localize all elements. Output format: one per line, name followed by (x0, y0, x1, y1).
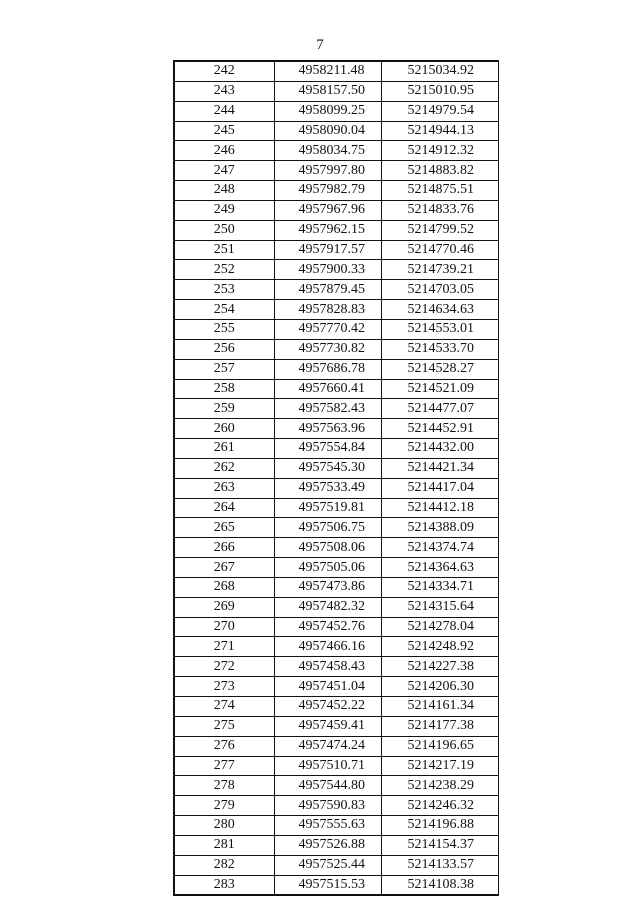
y-coordinate-cell: 5214315.64 (381, 597, 498, 617)
x-coordinate-cell: 4957506.75 (274, 518, 381, 538)
point-number-cell: 255 (174, 319, 274, 339)
table-row (174, 359, 498, 379)
x-coordinate-cell: 4957526.88 (274, 835, 381, 855)
x-coordinate-cell: 4957515.53 (274, 875, 381, 895)
point-number-cell: 254 (174, 300, 274, 320)
x-coordinate-cell: 4957555.63 (274, 816, 381, 836)
x-coordinate-cell: 4957545.30 (274, 458, 381, 478)
x-coordinate-cell: 4957452.76 (274, 617, 381, 637)
table-row (174, 200, 498, 220)
table-row (174, 597, 498, 617)
point-number-cell: 280 (174, 816, 274, 836)
y-coordinate-cell: 5215034.92 (381, 61, 498, 81)
x-coordinate-cell: 4957519.81 (274, 498, 381, 518)
table-row (174, 657, 498, 677)
x-coordinate-cell: 4957451.04 (274, 677, 381, 697)
point-number-cell: 272 (174, 657, 274, 677)
x-coordinate-cell: 4957474.24 (274, 736, 381, 756)
x-coordinate-cell: 4957770.42 (274, 319, 381, 339)
point-number-cell: 275 (174, 716, 274, 736)
point-number-cell: 274 (174, 697, 274, 717)
table-row (174, 319, 498, 339)
table-row (174, 697, 498, 717)
page-number: 7 (316, 37, 324, 53)
x-coordinate-cell: 4957525.44 (274, 855, 381, 875)
table-row (174, 439, 498, 459)
table-row (174, 498, 498, 518)
x-coordinate-cell: 4957686.78 (274, 359, 381, 379)
point-number-cell: 257 (174, 359, 274, 379)
y-coordinate-cell: 5214374.74 (381, 538, 498, 558)
table-row (174, 816, 498, 836)
y-coordinate-cell: 5214278.04 (381, 617, 498, 637)
table-row (174, 855, 498, 875)
point-number-cell: 267 (174, 558, 274, 578)
point-number-cell: 249 (174, 200, 274, 220)
y-coordinate-cell: 5214944.13 (381, 121, 498, 141)
x-coordinate-cell: 4957917.57 (274, 240, 381, 260)
y-coordinate-cell: 5214477.07 (381, 399, 498, 419)
x-coordinate-cell: 4957730.82 (274, 339, 381, 359)
y-coordinate-cell: 5214703.05 (381, 280, 498, 300)
table-row (174, 339, 498, 359)
x-coordinate-cell: 4957582.43 (274, 399, 381, 419)
table-row (174, 776, 498, 796)
table-row (174, 677, 498, 697)
point-number-cell: 266 (174, 538, 274, 558)
x-coordinate-cell: 4957459.41 (274, 716, 381, 736)
table-row (174, 141, 498, 161)
point-number-cell: 271 (174, 637, 274, 657)
x-coordinate-cell: 4957590.83 (274, 796, 381, 816)
y-coordinate-cell: 5214799.52 (381, 220, 498, 240)
y-coordinate-cell: 5214452.91 (381, 419, 498, 439)
table-row (174, 875, 498, 895)
y-coordinate-cell: 5215010.95 (381, 81, 498, 101)
table-row (174, 716, 498, 736)
y-coordinate-cell: 5214206.30 (381, 677, 498, 697)
y-coordinate-cell: 5214248.92 (381, 637, 498, 657)
point-number-cell: 265 (174, 518, 274, 538)
y-coordinate-cell: 5214227.38 (381, 657, 498, 677)
x-coordinate-cell: 4957505.06 (274, 558, 381, 578)
table-row (174, 419, 498, 439)
table-row (174, 617, 498, 637)
x-coordinate-cell: 4957879.45 (274, 280, 381, 300)
table-row (174, 478, 498, 498)
table-row (174, 458, 498, 478)
y-coordinate-cell: 5214334.71 (381, 577, 498, 597)
x-coordinate-cell: 4957482.32 (274, 597, 381, 617)
point-number-cell: 251 (174, 240, 274, 260)
point-number-cell: 263 (174, 478, 274, 498)
point-number-cell: 273 (174, 677, 274, 697)
y-coordinate-cell: 5214108.38 (381, 875, 498, 895)
y-coordinate-cell: 5214770.46 (381, 240, 498, 260)
table-row (174, 300, 498, 320)
point-number-cell: 261 (174, 439, 274, 459)
point-number-cell: 243 (174, 81, 274, 101)
table-row (174, 379, 498, 399)
table-row (174, 558, 498, 578)
coordinates-table-body (174, 61, 498, 895)
point-number-cell: 247 (174, 161, 274, 181)
table-row (174, 161, 498, 181)
x-coordinate-cell: 4957510.71 (274, 756, 381, 776)
table-row (174, 538, 498, 558)
point-number-cell: 250 (174, 220, 274, 240)
y-coordinate-cell: 5214833.76 (381, 200, 498, 220)
x-coordinate-cell: 4958157.50 (274, 81, 381, 101)
point-number-cell: 283 (174, 875, 274, 895)
y-coordinate-cell: 5214412.18 (381, 498, 498, 518)
x-coordinate-cell: 4957828.83 (274, 300, 381, 320)
table-row (174, 280, 498, 300)
y-coordinate-cell: 5214217.19 (381, 756, 498, 776)
point-number-cell: 258 (174, 379, 274, 399)
x-coordinate-cell: 4957967.96 (274, 200, 381, 220)
y-coordinate-cell: 5214883.82 (381, 161, 498, 181)
x-coordinate-cell: 4957982.79 (274, 181, 381, 201)
point-number-cell: 260 (174, 419, 274, 439)
y-coordinate-cell: 5214421.34 (381, 458, 498, 478)
y-coordinate-cell: 5214388.09 (381, 518, 498, 538)
table-row (174, 577, 498, 597)
y-coordinate-cell: 5214417.04 (381, 478, 498, 498)
point-number-cell: 245 (174, 121, 274, 141)
table-row (174, 240, 498, 260)
table-row (174, 61, 498, 81)
point-number-cell: 268 (174, 577, 274, 597)
x-coordinate-cell: 4957473.86 (274, 577, 381, 597)
point-number-cell: 256 (174, 339, 274, 359)
table-row (174, 121, 498, 141)
point-number-cell: 264 (174, 498, 274, 518)
x-coordinate-cell: 4957563.96 (274, 419, 381, 439)
table-row (174, 835, 498, 855)
point-number-cell: 269 (174, 597, 274, 617)
table-row (174, 518, 498, 538)
x-coordinate-cell: 4957508.06 (274, 538, 381, 558)
y-coordinate-cell: 5214875.51 (381, 181, 498, 201)
point-number-cell: 253 (174, 280, 274, 300)
table-row (174, 181, 498, 201)
y-coordinate-cell: 5214739.21 (381, 260, 498, 280)
table-row (174, 736, 498, 756)
x-coordinate-cell: 4957466.16 (274, 637, 381, 657)
y-coordinate-cell: 5214133.57 (381, 855, 498, 875)
table-row (174, 101, 498, 121)
y-coordinate-cell: 5214154.37 (381, 835, 498, 855)
x-coordinate-cell: 4957554.84 (274, 439, 381, 459)
table-row (174, 399, 498, 419)
point-number-cell: 259 (174, 399, 274, 419)
y-coordinate-cell: 5214979.54 (381, 101, 498, 121)
y-coordinate-cell: 5214553.01 (381, 319, 498, 339)
x-coordinate-cell: 4958034.75 (274, 141, 381, 161)
point-number-cell: 262 (174, 458, 274, 478)
x-coordinate-cell: 4958211.48 (274, 61, 381, 81)
point-number-cell: 281 (174, 835, 274, 855)
point-number-cell: 279 (174, 796, 274, 816)
point-number-cell: 282 (174, 855, 274, 875)
coordinates-table (173, 60, 499, 896)
table-row (174, 260, 498, 280)
point-number-cell: 276 (174, 736, 274, 756)
y-coordinate-cell: 5214528.27 (381, 359, 498, 379)
x-coordinate-cell: 4957962.15 (274, 220, 381, 240)
point-number-cell: 242 (174, 61, 274, 81)
x-coordinate-cell: 4957660.41 (274, 379, 381, 399)
x-coordinate-cell: 4957458.43 (274, 657, 381, 677)
point-number-cell: 244 (174, 101, 274, 121)
point-number-cell: 252 (174, 260, 274, 280)
x-coordinate-cell: 4957544.80 (274, 776, 381, 796)
point-number-cell: 278 (174, 776, 274, 796)
y-coordinate-cell: 5214196.88 (381, 816, 498, 836)
x-coordinate-cell: 4957900.33 (274, 260, 381, 280)
point-number-cell: 246 (174, 141, 274, 161)
table-row (174, 81, 498, 101)
y-coordinate-cell: 5214432.00 (381, 439, 498, 459)
point-number-cell: 277 (174, 756, 274, 776)
y-coordinate-cell: 5214238.29 (381, 776, 498, 796)
point-number-cell: 248 (174, 181, 274, 201)
y-coordinate-cell: 5214246.32 (381, 796, 498, 816)
x-coordinate-cell: 4958099.25 (274, 101, 381, 121)
y-coordinate-cell: 5214912.32 (381, 141, 498, 161)
table-row (174, 796, 498, 816)
y-coordinate-cell: 5214161.34 (381, 697, 498, 717)
x-coordinate-cell: 4957452.22 (274, 697, 381, 717)
x-coordinate-cell: 4957997.80 (274, 161, 381, 181)
y-coordinate-cell: 5214177.38 (381, 716, 498, 736)
table-row (174, 756, 498, 776)
y-coordinate-cell: 5214634.63 (381, 300, 498, 320)
y-coordinate-cell: 5214533.70 (381, 339, 498, 359)
table-row (174, 637, 498, 657)
x-coordinate-cell: 4958090.04 (274, 121, 381, 141)
table-row (174, 220, 498, 240)
x-coordinate-cell: 4957533.49 (274, 478, 381, 498)
y-coordinate-cell: 5214364.63 (381, 558, 498, 578)
point-number-cell: 270 (174, 617, 274, 637)
y-coordinate-cell: 5214196.65 (381, 736, 498, 756)
y-coordinate-cell: 5214521.09 (381, 379, 498, 399)
